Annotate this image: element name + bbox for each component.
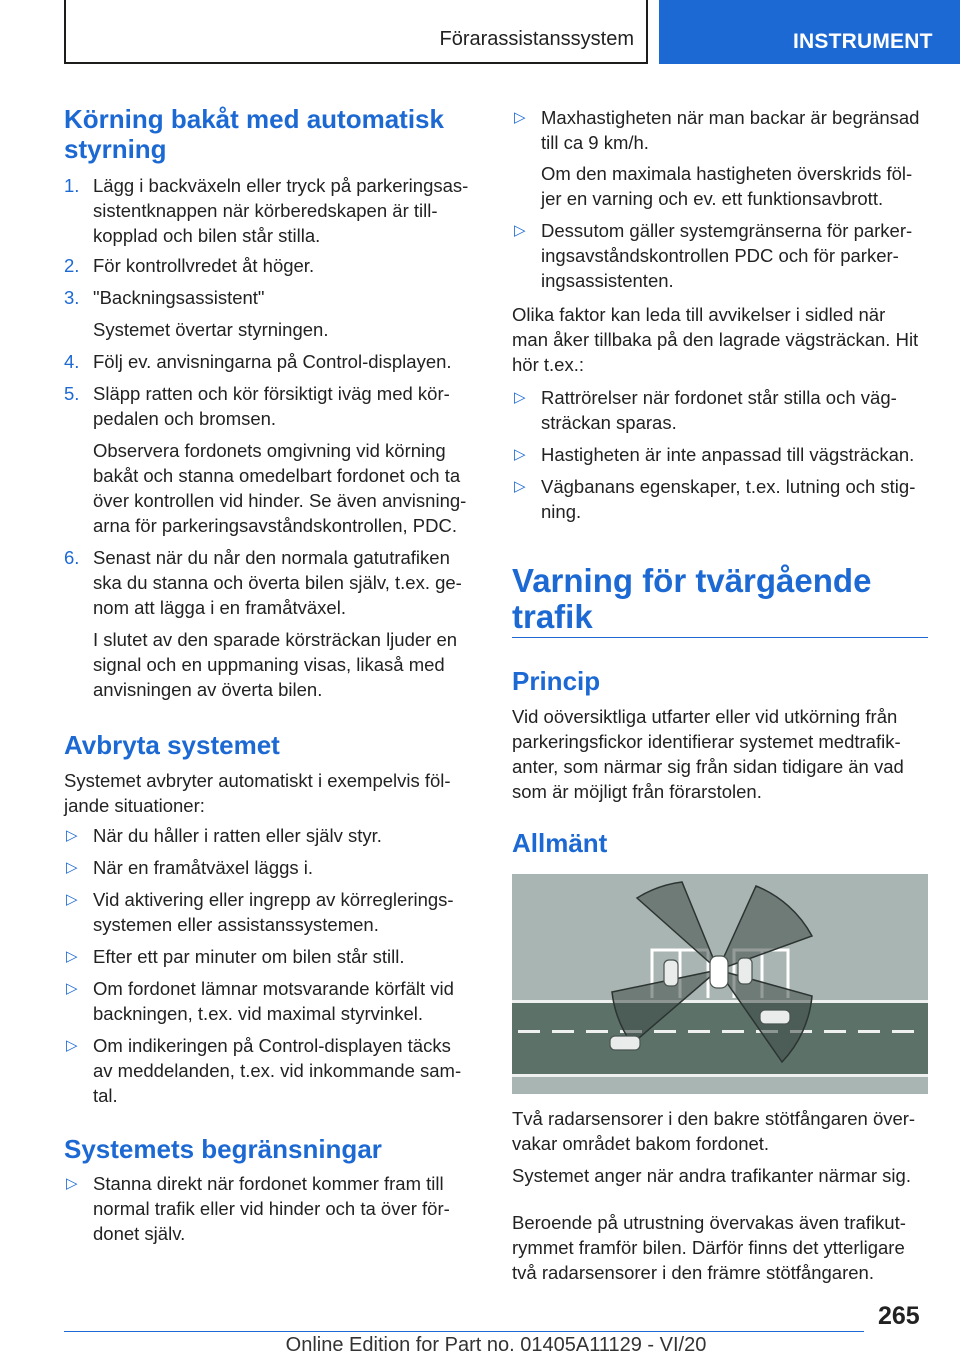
item-text bbox=[93, 944, 476, 969]
text-line: bakåt och stanna omedelbart fordonet och ta bbox=[93, 465, 461, 486]
text-line: Efter ett par minuter om bilen står still. bbox=[93, 946, 405, 967]
heading-general: Allmänt bbox=[512, 828, 608, 858]
text-line: Vägbanans egenskaper, t.ex. lutning och stig- bbox=[541, 476, 916, 497]
text-line: ning. bbox=[541, 501, 582, 522]
item-text bbox=[93, 285, 476, 310]
triangle-right-outline-icon: ▷ bbox=[66, 827, 78, 844]
item-text bbox=[93, 887, 476, 937]
text-line: anvisningen av överta bilen. bbox=[93, 679, 323, 700]
triangle-right-outline-icon: ▷ bbox=[66, 1175, 78, 1192]
item-text bbox=[541, 442, 928, 467]
triangle-right-outline-icon: ▷ bbox=[66, 948, 78, 965]
text-line: "Backningsassistent" bbox=[93, 287, 265, 308]
text-line: över kontrollen vid hinder. Se även anvisning- bbox=[93, 490, 467, 511]
bullet-item bbox=[512, 442, 928, 467]
text-line: När du håller i ratten eller själv styr. bbox=[93, 825, 382, 846]
heading-cancel-system: Avbryta systemet bbox=[64, 730, 280, 760]
text-line: som är möjligt från förarstolen. bbox=[512, 781, 762, 802]
item-text bbox=[93, 1171, 476, 1246]
text-line: sträckan sparas. bbox=[541, 412, 677, 433]
text-line: man åker tillbaka på den lagrade vägsträckan. Hit bbox=[512, 329, 919, 350]
factors-intro bbox=[512, 302, 928, 377]
heading-principle: Princip bbox=[512, 666, 601, 696]
text-line: sistentknappen när körberedskapen är till- bbox=[93, 200, 438, 221]
header-tab-label: INSTRUMENT bbox=[793, 30, 933, 53]
text-line: Släpp ratten och kör försiktigt iväg med kör- bbox=[93, 383, 450, 404]
triangle-right-outline-icon: ▷ bbox=[514, 109, 526, 126]
step-item bbox=[64, 173, 476, 248]
triangle-right-outline-icon: ▷ bbox=[514, 389, 526, 406]
step-item bbox=[64, 253, 476, 278]
step-item bbox=[64, 627, 476, 702]
step-item bbox=[64, 381, 476, 431]
item-text bbox=[93, 381, 476, 431]
text-line: arna för parkeringsavståndskontrollen, PDC. bbox=[93, 515, 458, 536]
step-item bbox=[64, 438, 476, 538]
text-line: För kontrollvredet åt höger. bbox=[93, 255, 315, 276]
text-line: anter, som närmar sig från sidan tidigare än vad bbox=[512, 756, 904, 777]
text-line: Systemet övertar styrningen. bbox=[93, 319, 329, 340]
text-line: Följ ev. anvisningarna på Control-displayen. bbox=[93, 351, 452, 372]
triangle-right-outline-icon: ▷ bbox=[514, 478, 526, 495]
item-text bbox=[541, 385, 928, 435]
item-text bbox=[93, 976, 476, 1026]
step-number: 1. bbox=[64, 175, 80, 196]
item-text bbox=[93, 317, 476, 342]
cancel-intro bbox=[64, 768, 476, 818]
step-item bbox=[64, 285, 476, 310]
item-text bbox=[93, 627, 476, 702]
triangle-right-outline-icon: ▷ bbox=[514, 222, 526, 239]
item-text bbox=[93, 855, 476, 880]
text-line: Om fordonet lämnar motsvarande körfält vid bbox=[93, 978, 454, 999]
item-text bbox=[93, 349, 476, 374]
bullet-item bbox=[512, 105, 928, 155]
header-section-title: Förarassistanssystem bbox=[439, 28, 634, 50]
text-line: Systemet avbryter automatiskt i exempelvis föl- bbox=[64, 770, 451, 791]
item-text bbox=[541, 218, 928, 293]
text-line: kopplad och bilen står stilla. bbox=[93, 225, 321, 246]
heading-reverse-automatic: Körning bakåt med automatisk styrning bbox=[64, 104, 444, 164]
text-line: donet själv. bbox=[93, 1223, 186, 1244]
text-line: Systemet anger när andra trafikanter närmar sig. bbox=[512, 1165, 911, 1186]
footer-edition: Online Edition for Part no. 01405A11129 - VI/20 bbox=[285, 1334, 707, 1356]
bullet-item bbox=[64, 823, 476, 848]
system-indicates-text bbox=[512, 1163, 928, 1188]
text-line: systemen eller assistanssystemen. bbox=[93, 914, 379, 935]
bullet-item bbox=[64, 944, 476, 969]
step-item bbox=[64, 545, 476, 620]
item-text bbox=[93, 253, 476, 278]
text-line: Maxhastigheten när man backar är begränsad bbox=[541, 107, 920, 128]
text-line: backningen, t.ex. vid maximal styrvinkel. bbox=[93, 1003, 424, 1024]
text-line: parkeringsfickor identifierar systemet medtrafik- bbox=[512, 731, 901, 752]
step-number: 3. bbox=[64, 287, 80, 308]
triangle-right-outline-icon: ▷ bbox=[66, 891, 78, 908]
text-line: Lägg i backväxeln eller tryck på parkeringsas- bbox=[93, 175, 469, 196]
text-line: Två radarsensorer i den bakre stötfångaren över- bbox=[512, 1108, 916, 1129]
text-line: Om indikeringen på Control-displayen täcks bbox=[93, 1035, 451, 1056]
step-number: 2. bbox=[64, 255, 80, 276]
text-line: Hastigheten är inte anpassad till vägsträckan. bbox=[541, 444, 915, 465]
bullet-item bbox=[64, 855, 476, 880]
item-text bbox=[93, 823, 476, 848]
bullet-item bbox=[64, 1171, 476, 1246]
bullet-item bbox=[512, 218, 928, 293]
header-tab-instrument[interactable] bbox=[659, 0, 960, 64]
text-line: signal och en uppmaning visas, likaså med bbox=[93, 654, 445, 675]
text-line: Stanna direkt när fordonet kommer fram till bbox=[93, 1173, 444, 1194]
item-text bbox=[93, 545, 476, 620]
step-number: 4. bbox=[64, 351, 80, 372]
text-line: tal. bbox=[93, 1085, 118, 1106]
heading-rule bbox=[512, 637, 928, 638]
text-line: Senast när du når den normala gatutrafiken bbox=[93, 547, 450, 568]
text-line: till ca 9 km/h. bbox=[541, 132, 649, 153]
bullet-item bbox=[512, 385, 928, 435]
text-line: av meddelanden, t.ex. vid inkommande sam- bbox=[93, 1060, 462, 1081]
text-line: pedalen och bromsen. bbox=[93, 408, 277, 429]
text-line: Vid aktivering eller ingrepp av körreglerings- bbox=[93, 889, 454, 910]
triangle-right-outline-icon: ▷ bbox=[514, 446, 526, 463]
text-line: normal trafik eller vid hinder och ta över för- bbox=[93, 1198, 450, 1219]
heading-system-limits: Systemets begränsningar bbox=[64, 1134, 382, 1164]
text-line: hör t.ex.: bbox=[512, 354, 584, 375]
text-line: nom att lägga i en framåtväxel. bbox=[93, 597, 346, 618]
item-text bbox=[541, 474, 928, 524]
step-number: 6. bbox=[64, 547, 80, 568]
page-number: 265 bbox=[878, 1302, 920, 1330]
footer-rule bbox=[64, 1331, 864, 1332]
text-line: två radarsensorer i den främre stötfångaren. bbox=[512, 1262, 874, 1283]
item-text bbox=[93, 1033, 476, 1108]
speed-limit-note bbox=[541, 161, 928, 211]
bullet-item bbox=[64, 1033, 476, 1108]
text-line: Dessutom gäller systemgränserna för parker- bbox=[541, 220, 913, 241]
text-line: Beroende på utrustning övervakas även trafikut- bbox=[512, 1212, 906, 1233]
triangle-right-outline-icon: ▷ bbox=[66, 980, 78, 997]
bullet-item bbox=[64, 887, 476, 937]
text-line: Observera fordonets omgivning vid körning bbox=[93, 440, 446, 461]
text-line: När en framåtväxel läggs i. bbox=[93, 857, 314, 878]
bullet-item bbox=[512, 474, 928, 524]
item-text bbox=[93, 438, 476, 538]
radar-front-text bbox=[512, 1210, 928, 1285]
heading-cross-traffic: Varning för tvärgående trafik bbox=[512, 562, 872, 635]
text-line: Olika faktor kan leda till avvikelser i sidled när bbox=[512, 304, 886, 325]
principle-text bbox=[512, 704, 928, 804]
item-text bbox=[541, 105, 928, 155]
text-line: ska du stanna och överta bilen själv, t.ex. ge- bbox=[93, 572, 462, 593]
text-line: ingsavståndskontrollen PDC och för parker- bbox=[541, 245, 899, 266]
text-line: ingsassistenten. bbox=[541, 270, 674, 291]
radar-rear-text bbox=[512, 1106, 928, 1156]
text-line: jer en varning och ev. ett funktionsavbrott. bbox=[541, 188, 884, 209]
step-number: 5. bbox=[64, 383, 80, 404]
text-line: Om den maximala hastigheten överskrids föl- bbox=[541, 163, 913, 184]
triangle-right-outline-icon: ▷ bbox=[66, 1037, 78, 1054]
cross-traffic-illustration bbox=[512, 874, 928, 1094]
text-line: vakar området bakom fordonet. bbox=[512, 1133, 770, 1154]
item-text bbox=[93, 173, 476, 248]
triangle-right-outline-icon: ▷ bbox=[66, 859, 78, 876]
bullet-item bbox=[64, 976, 476, 1026]
step-item bbox=[64, 317, 476, 342]
text-line: jande situationer: bbox=[64, 795, 205, 816]
text-line: I slutet av den sparade körsträckan ljuder en bbox=[93, 629, 458, 650]
text-line: Rattrörelser när fordonet står stilla och väg- bbox=[541, 387, 897, 408]
text-line: rymmet framför bilen. Därför finns det ytterligare bbox=[512, 1237, 905, 1258]
step-item bbox=[64, 349, 476, 374]
text-line: Vid oöversiktliga utfarter eller vid utkörning från bbox=[512, 706, 898, 727]
